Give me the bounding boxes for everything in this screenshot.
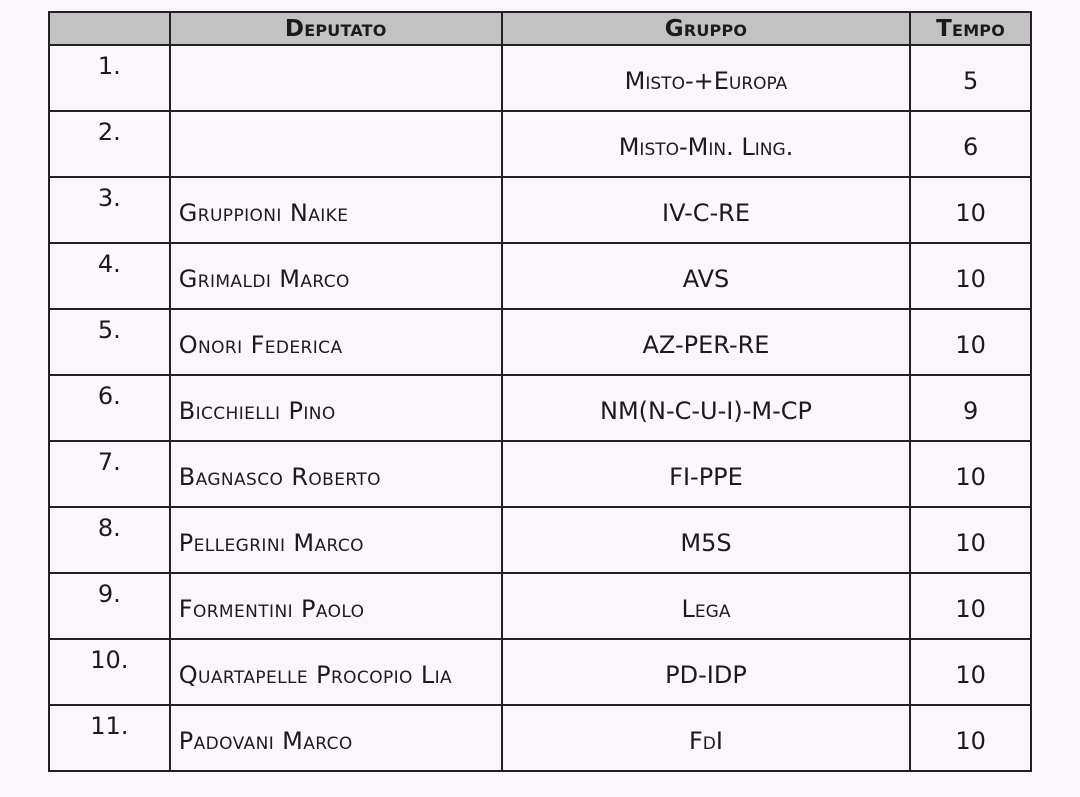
row-number: 8.	[49, 507, 170, 573]
row-gruppo: M5S	[502, 507, 910, 573]
header-number	[49, 12, 170, 45]
row-gruppo: FdI	[502, 705, 910, 771]
table-row	[49, 573, 1031, 639]
row-deputato	[170, 111, 502, 177]
table-row	[49, 441, 1031, 507]
row-tempo: 10	[910, 705, 1031, 771]
row-deputato: Bicchielli Pino	[170, 375, 502, 441]
row-number: 6.	[49, 375, 170, 441]
row-number: 9.	[49, 573, 170, 639]
row-gruppo: AVS	[502, 243, 910, 309]
row-number: 1.	[49, 45, 170, 111]
table-row	[49, 705, 1031, 771]
table-row	[49, 507, 1031, 573]
row-tempo: 10	[910, 441, 1031, 507]
header-deputato: Deputato	[170, 12, 502, 45]
row-number: 2.	[49, 111, 170, 177]
table-row	[49, 309, 1031, 375]
table-row	[49, 177, 1031, 243]
table-row	[49, 45, 1031, 111]
row-tempo: 10	[910, 309, 1031, 375]
table-row	[49, 111, 1031, 177]
row-deputato: Pellegrini Marco	[170, 507, 502, 573]
row-number: 5.	[49, 309, 170, 375]
row-deputato: Padovani Marco	[170, 705, 502, 771]
row-tempo: 10	[910, 639, 1031, 705]
row-number: 7.	[49, 441, 170, 507]
row-tempo: 6	[910, 111, 1031, 177]
row-tempo: 5	[910, 45, 1031, 111]
row-tempo: 10	[910, 243, 1031, 309]
row-gruppo: IV-C-RE	[502, 177, 910, 243]
speakers-table	[48, 11, 1032, 772]
row-deputato: Onori Federica	[170, 309, 502, 375]
table-row	[49, 375, 1031, 441]
row-deputato	[170, 45, 502, 111]
row-gruppo: FI-PPE	[502, 441, 910, 507]
row-number: 3.	[49, 177, 170, 243]
row-tempo: 10	[910, 177, 1031, 243]
row-gruppo: Misto-+Europa	[502, 45, 910, 111]
row-gruppo: Lega	[502, 573, 910, 639]
row-gruppo: PD-IDP	[502, 639, 910, 705]
table-row	[49, 243, 1031, 309]
row-gruppo: NM(N-C-U-I)-M-CP	[502, 375, 910, 441]
table-header-row	[49, 12, 1031, 45]
row-deputato: Gruppioni Naike	[170, 177, 502, 243]
row-gruppo: AZ-PER-RE	[502, 309, 910, 375]
header-gruppo: Gruppo	[502, 12, 910, 45]
row-number: 10.	[49, 639, 170, 705]
row-deputato: Grimaldi Marco	[170, 243, 502, 309]
row-deputato: Quartapelle Procopio Lia	[170, 639, 502, 705]
row-tempo: 10	[910, 573, 1031, 639]
header-tempo: Tempo	[910, 12, 1031, 45]
row-gruppo: Misto-Min. Ling.	[502, 111, 910, 177]
row-number: 11.	[49, 705, 170, 771]
table-row	[49, 639, 1031, 705]
row-number: 4.	[49, 243, 170, 309]
row-tempo: 10	[910, 507, 1031, 573]
row-tempo: 9	[910, 375, 1031, 441]
row-deputato: Formentini Paolo	[170, 573, 502, 639]
row-deputato: Bagnasco Roberto	[170, 441, 502, 507]
